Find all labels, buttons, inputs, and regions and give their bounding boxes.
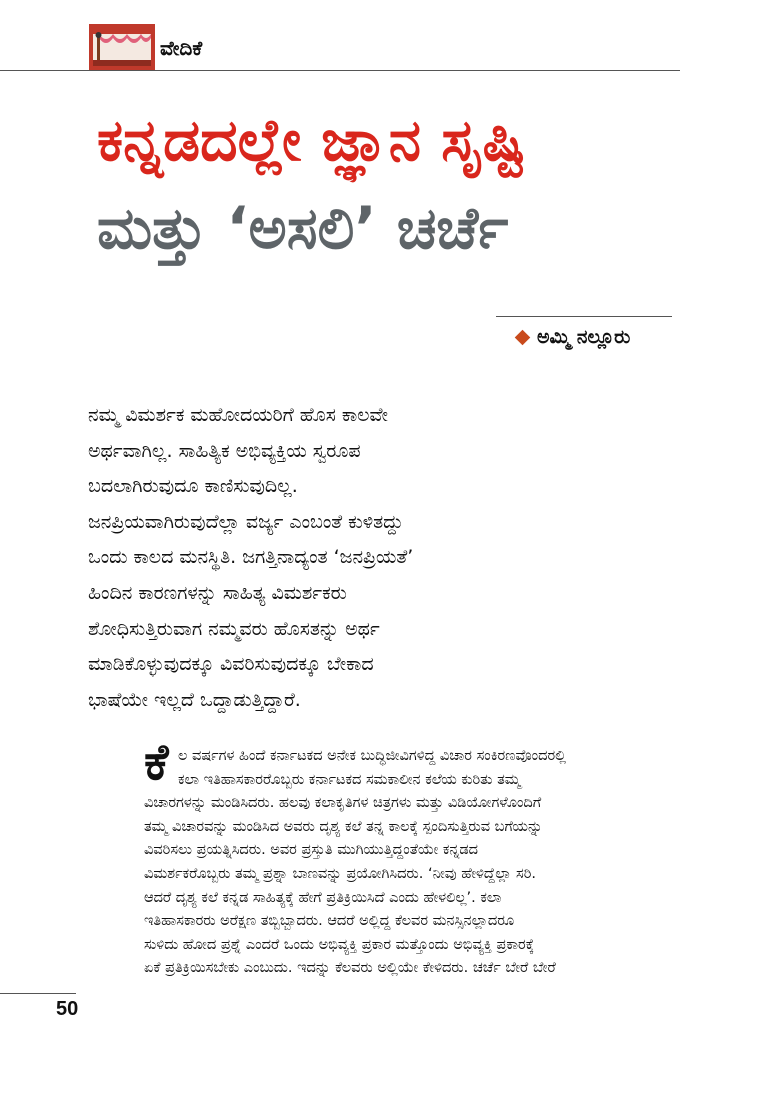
intro-line: ಶೋಧಿಸುತ್ತಿರುವಾಗ ನಮ್ಮವರು ಹೊಸತನ್ನು ಅರ್ಥ <box>88 617 380 640</box>
intro-line: ಬದಲಾಗಿರುವುದೂ ಕಾಣಿಸುವುದಿಲ್ಲ. <box>88 475 298 498</box>
author-divider <box>496 316 672 317</box>
body-line: ವಿಮರ್ಶಕರೊಬ್ಬರು ತಮ್ಮ ಪ್ರಶ್ನಾ ಬಾಣವನ್ನು ಪ್ರಯೋಗಿಸಿದರು. ‘ನೀವು ಹೇಳಿದ್ದೆಲ್ಲಾ ಸರಿ. <box>144 865 537 882</box>
body-line: ಲ ವರ್ಷಗಳ ಹಿಂದೆ ಕರ್ನಾಟಕದ ಅನೇಕ ಬುದ್ಧಿಜೀವಿಗಳಿದ್ದ ವಿಚಾರ ಸಂಕಿರಣವೊಂದರಲ್ಲಿ <box>178 748 567 764</box>
intro-line: ಒಂದು ಕಾಲದ ಮನಸ್ಥಿತಿ. ಜಗತ್ತಿನಾದ್ಯಂತ ‘ಜನಪ್ರಿಯತೆ’ <box>88 546 414 569</box>
vedike-logo <box>89 24 155 70</box>
author-name: ಅಮ್ಮಿ ನಲ್ಲೂರು <box>537 326 631 348</box>
intro-line: ನಮ್ಮ ವಿಮರ್ಶಕ ಮಹೋದಯರಿಗೆ ಹೊಸ ಕಾಲವೇ <box>88 404 388 426</box>
body-line: ಆದರೆ ದೃಶ್ಯ ಕಲೆ ಕನ್ನಡ ಸಾಹಿತ್ಯಕ್ಕೆ ಹೇಗೆ ಪ್ರತಿಕ್ರಿಯಿಸಿದೆ ಎಂದು ಹೇಳಲಿಲ್ಲ’. ಕಲಾ <box>144 889 502 906</box>
intro-line: ಮಾಡಿಕೊಳ್ಳುವುದಕ್ಕೂ ವಿವರಿಸುವುದಕ್ಕೂ ಬೇಕಾದ <box>88 653 374 676</box>
intro-line: ಹಿಂದಿನ ಕಾರಣಗಳನ್ನು ಸಾಹಿತ್ಯ ವಿಮರ್ಶಕರು <box>88 581 347 604</box>
article-title <box>97 96 737 272</box>
body-line: ವಿವರಿಸಲು ಪ್ರಯತ್ನಿಸಿದರು. ಅವರ ಪ್ರಸ್ತುತಿ ಮುಗಿಯುತ್ತಿದ್ದಂತೆಯೇ ಕನ್ನಡದ <box>144 842 479 859</box>
title-line-2: ಮತ್ತು ‘ಅಸಲಿ’ ಚರ್ಚೆ <box>97 194 509 262</box>
intro-line: ಅರ್ಥವಾಗಿಲ್ಲ. ಸಾಹಿತ್ಯಿಕ ಅಭಿವ್ಯಕ್ತಿಯ ಸ್ವರೂಪ <box>88 439 361 462</box>
footer-divider <box>0 993 76 994</box>
body-paragraph <box>144 745 684 981</box>
diamond-bullet-icon <box>515 329 531 345</box>
author-byline <box>517 326 630 348</box>
title-line-1: ಕನ್ನಡದಲ್ಲೇ ಜ್ಞಾನ ಸೃಷ್ಟಿ <box>97 106 527 174</box>
body-line: ವಿಚಾರಗಳನ್ನು ಮಂಡಿಸಿದರು. ಹಲವು ಕಲಾಕೃತಿಗಳ ಚಿತ್ರಗಳು ಮತ್ತು ವಿಡಿಯೋಗಳೊಂದಿಗೆ <box>144 795 542 812</box>
drop-cap: ಕೆ <box>144 733 169 791</box>
section-label: ವೇದಿಕೆ <box>160 36 203 60</box>
body-line: ಕಲಾ ಇತಿಹಾಸಕಾರರೊಬ್ಬರು ಕರ್ನಾಟಕದ ಸಮಕಾಲೀನ ಕಲೆಯ ಕುರಿತು ತಮ್ಮ <box>178 771 521 788</box>
intro-line: ಭಾಷೆಯೇ ಇಲ್ಲದೆ ಒದ್ದಾಡುತ್ತಿದ್ದಾರೆ. <box>88 688 301 711</box>
intro-line: ಜನಪ್ರಿಯವಾಗಿರುವುದೆಲ್ಲಾ ವರ್ಜ್ಯ ಎಂಬಂತೆ ಕುಳಿತದ್ದು <box>88 510 404 533</box>
page-number: 50 <box>56 998 79 1020</box>
header-divider <box>0 70 680 71</box>
body-line: ಇತಿಹಾಸಕಾರರು ಅರೆಕ್ಷಣ ತಬ್ಬಿಬ್ಬಾದರು. ಆದರೆ ಅಲ್ಲಿದ್ದ ಕೆಲವರ ಮನಸ್ಸಿನಲ್ಲಾದರೂ <box>144 913 515 930</box>
body-line: ಸುಳಿದು ಹೋದ ಪ್ರಶ್ನೆ ಎಂದರೆ ಒಂದು ಅಭಿವ್ಯಕ್ತಿ ಪ್ರಕಾರ ಮತ್ತೊಂದು ಅಭಿವ್ಯಕ್ತಿ ಪ್ರಕಾರಕ್ಕೆ <box>144 936 535 953</box>
body-line: ಏಕೆ ಪ್ರತಿಕ್ರಿಯಿಸಬೇಕು ಎಂಬುದು. ಇದನ್ನು ಕೆಲವರು ಅಲ್ಲಿಯೇ ಕೇಳಿದರು. ಚರ್ಚೆ ಬೇರೆ ಬೇರೆ <box>144 960 556 977</box>
intro-paragraph <box>88 398 648 718</box>
body-line: ತಮ್ಮ ವಿಚಾರವನ್ನು ಮಂಡಿಸಿದ ಅವರು ದೃಶ್ಯ ಕಲೆ ತನ್ನ ಕಾಲಕ್ಕೆ ಸ್ಪಂದಿಸುತ್ತಿರುವ ಬಗೆಯನ್ನು <box>144 818 543 835</box>
